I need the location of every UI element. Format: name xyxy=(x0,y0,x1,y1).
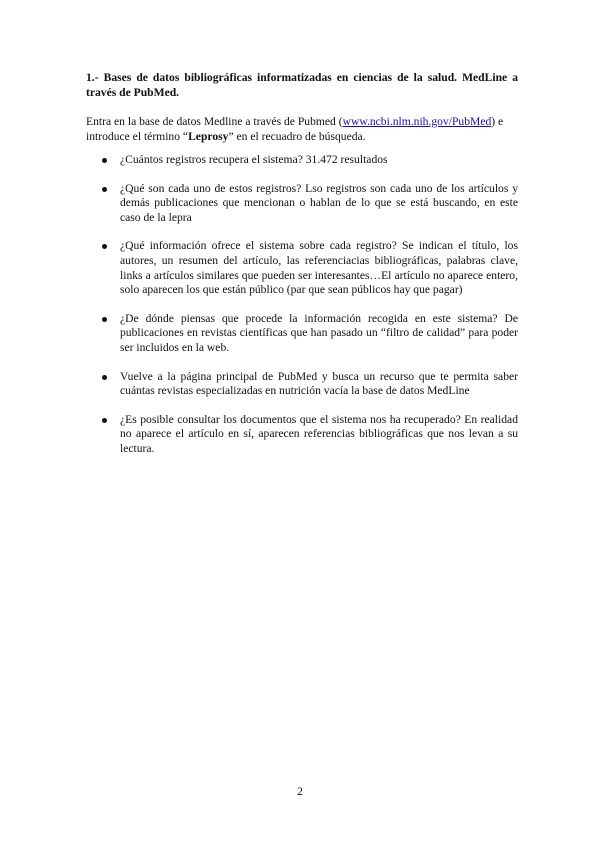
list-item-text: ¿Es posible consultar los documentos que el sistema nos ha recuperado? En realidad no aparece el artículo en sí, aparecen referencias bibliográficas que nos levan a su lectura. xyxy=(120,412,518,455)
pubmed-link[interactable]: www.ncbi.nlm.nih.gov/PubMed xyxy=(342,115,492,128)
bullet-icon xyxy=(102,244,107,249)
bullet-icon xyxy=(102,187,107,192)
list-item xyxy=(86,239,518,297)
search-term: Leprosy xyxy=(188,130,229,143)
list-item xyxy=(86,182,518,226)
list-item-text: ¿Cuántos registros recupera el sistema? 31.472 resultados xyxy=(120,153,388,166)
list-item-text: ¿Qué son cada uno de estos registros? Lso registros son cada uno de los artículos y demás publicaciones que mencionan o hablan de lo que se está buscando, en este caso de la lepra xyxy=(120,181,518,224)
intro-paragraph xyxy=(86,114,518,144)
page-number: 2 xyxy=(297,784,303,798)
bullet-icon xyxy=(102,158,107,163)
intro-text-end: ” en el recuadro de búsqueda. xyxy=(228,130,366,143)
list-item xyxy=(86,312,518,356)
list-item-text: Vuelve a la página principal de PubMed y busca un recurso que te permita saber cuántas revistas especializadas en nutrición vacía la base de datos MedLine xyxy=(120,369,518,398)
bullet-icon xyxy=(102,375,107,380)
question-list xyxy=(86,153,518,471)
list-item xyxy=(86,153,518,168)
intro-text-middle: ) e introduce el término “ xyxy=(86,115,504,143)
list-item xyxy=(86,370,518,399)
bullet-icon xyxy=(102,317,107,322)
list-item xyxy=(86,413,518,457)
bullet-icon xyxy=(102,418,107,423)
list-item-text: ¿Qué información ofrece el sistema sobre cada registro? Se indican el título, los autores, un resumen del artículo, las referenciacias bibliográficas, palabras clave, links a artículos similares que pueden ser interesantes…El artículo no aparece entero, solo aparecen los que están público (par que sean públicos hay que pagar) xyxy=(120,239,518,297)
list-item-text: ¿De dónde piensas que procede la información recogida en este sistema? De publicaciones en revistas científicas que han pasado un “filtro de calidad” para poder ser incluidos en la web. xyxy=(120,311,518,354)
section-heading: 1.- Bases de datos bibliográficas informatizadas en ciencias de la salud. MedLine a través de PubMed. xyxy=(86,71,518,99)
intro-text-start: Entra en la base de datos Medline a través de Pubmed ( xyxy=(86,115,343,128)
